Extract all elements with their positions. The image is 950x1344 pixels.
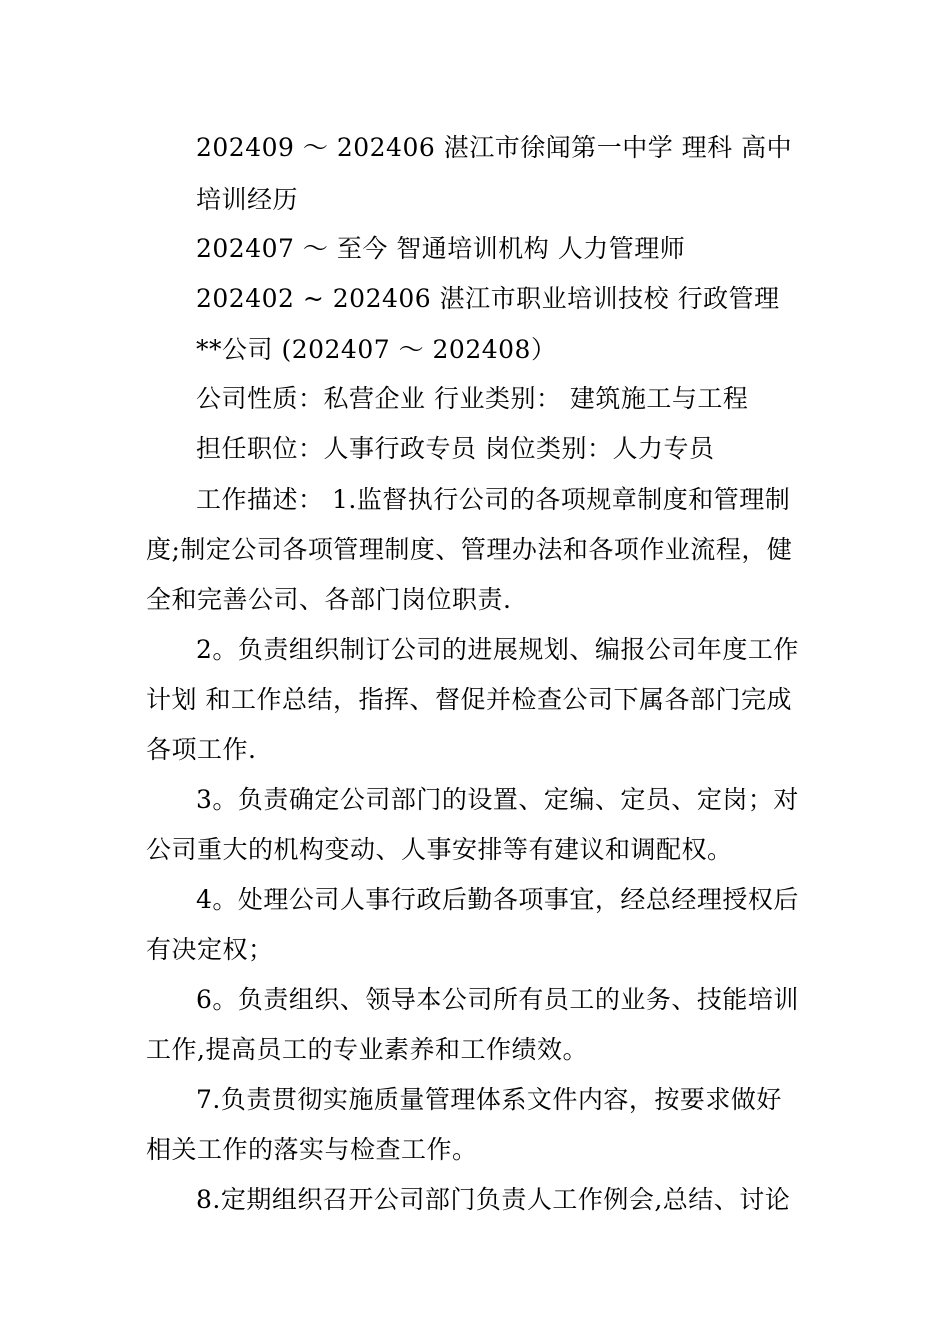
duty-intro-line-2: 度;制定公司各项管理制度、管理办法和各项作业流程，健 (146, 535, 793, 564)
duty-6-line-1: 6。负责组织、领导本公司所有员工的业务、技能培训 (196, 985, 799, 1014)
duty-2-line-1: 2。负责组织制订公司的进展规划、编报公司年度工作 (196, 635, 799, 664)
duty-8-line-1: 8.定期组织召开公司部门负责人工作例会,总结、讨论 (196, 1185, 791, 1214)
duty-intro-line-3: 全和完善公司、各部门岗位职责. (146, 585, 512, 614)
duty-4-line-2: 有决定权； (146, 935, 274, 964)
duty-2-line-3: 各项工作. (146, 735, 257, 764)
duty-7-line-2: 相关工作的落实与检查工作。 (146, 1135, 478, 1164)
duty-4-line-1: 4。处理公司人事行政后勤各项事宜，经总经理授权后 (196, 885, 799, 914)
duty-7-line-1: 7.负责贯彻实施质量管理体系文件内容，按要求做好 (196, 1085, 782, 1114)
training-entry-1: 202407 ～ 至今 智通培训机构 人力管理师 (196, 234, 686, 263)
duty-3-line-2: 公司重大的机构变动、人事安排等有建议和调配权。 (146, 835, 733, 864)
duty-3-line-1: 3。负责确定公司部门的设置、定编、定员、定岗；对 (196, 785, 799, 814)
company-nature-line: 公司性质：私营企业 行业类别： 建筑施工与工程 (196, 384, 749, 413)
training-entry-2: 202402 ~ 202406 湛江市职业培训技校 行政管理 (196, 284, 780, 313)
duty-2-line-2: 计划 和工作总结，指挥、督促并检查公司下属各部门完成 (146, 685, 792, 714)
education-line: 202409 ～ 202406 湛江市徐闻第一中学 理科 高中 (196, 133, 793, 162)
training-heading: 培训经历 (196, 185, 299, 214)
position-line: 担任职位：人事行政专员 岗位类别：人力专员 (196, 434, 715, 463)
duty-intro-line-1: 工作描述： 1.监督执行公司的各项规章制度和管理制 (196, 485, 791, 514)
company-line: **公司 (202407 ～ 202408） (196, 335, 557, 364)
duty-6-line-2: 工作,提高员工的专业素养和工作绩效。 (146, 1035, 588, 1064)
